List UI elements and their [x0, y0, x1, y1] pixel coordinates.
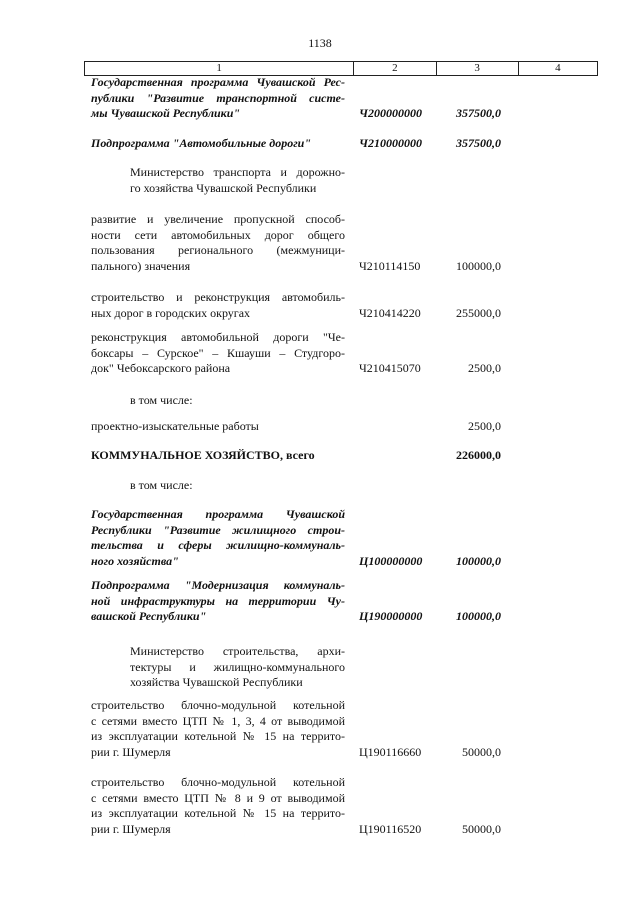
description-line: из эксплуатации котельной № 15 на террито- — [91, 806, 345, 820]
row-code: Ц190116520 — [359, 821, 422, 836]
row-amount: 255000,0 — [456, 305, 501, 320]
row-code: Ц100000000 — [359, 553, 423, 568]
description-line: ной инфраструктуры на территории Чу- — [91, 593, 345, 608]
row-description — [91, 419, 345, 435]
header-col-4: 4 — [518, 62, 597, 76]
row-code: Ц190000000 — [359, 609, 423, 623]
description-line: строительство блочно-модульной котельной — [91, 698, 345, 712]
description-line: из эксплуатации котельной № 15 на террито- — [91, 729, 345, 743]
row-amount: 357500,0 — [456, 106, 501, 120]
row-description — [91, 448, 345, 464]
description-line: КОММУНАЛЬНОЕ ХОЗЯЙСТВО, всего — [91, 448, 315, 462]
description-line: Министерство транспорта и дорожно- — [130, 165, 345, 179]
row-description — [91, 578, 345, 625]
row-description — [130, 644, 345, 691]
description-line: ных дорог в городских округах — [91, 305, 251, 320]
table-header — [84, 61, 598, 76]
description-line: го хозяйства Чувашской Республики — [130, 180, 317, 195]
row-description — [91, 698, 345, 760]
row-amount: 50000,0 — [462, 744, 501, 759]
description-line: ности сети автомобильных дорог общего — [91, 227, 345, 242]
row-code: Ч210414220 — [359, 305, 421, 320]
description-line: мы Чувашской Республики" — [91, 106, 241, 120]
row-description — [130, 478, 345, 494]
description-line: Государственная программа Чувашской — [91, 507, 345, 521]
row-amount: 100000,0 — [456, 609, 501, 623]
description-line: рии г. Шумерля — [91, 821, 171, 836]
description-line: в том числе: — [130, 478, 193, 492]
description-line: док" Чебоксарского района — [91, 361, 231, 375]
page-number: 1138 — [308, 36, 332, 50]
row-description — [91, 136, 345, 152]
description-line: пользования регионального (межмуници- — [91, 243, 345, 257]
row-amount: 2500,0 — [468, 361, 501, 375]
row-code: Ч200000000 — [359, 106, 422, 120]
description-line: хозяйства Чувашской Республики — [130, 675, 303, 689]
row-code: Ч210114150 — [359, 258, 421, 273]
description-line: публики "Развитие транспортной систе- — [91, 90, 345, 105]
description-line: вашской Республики" — [91, 609, 207, 623]
row-description — [91, 775, 345, 837]
row-amount: 2500,0 — [468, 419, 501, 433]
row-description — [91, 212, 345, 274]
description-line: с сетями вместо ЦТП № 8 и 9 от выводимой — [91, 790, 345, 805]
row-amount: 100000,0 — [456, 258, 501, 273]
description-line: боксары – Сурское" – Кшауши – Студгоро- — [91, 345, 345, 360]
description-line: ного хозяйства" — [91, 553, 179, 568]
row-description — [91, 330, 345, 377]
row-code: Ч210415070 — [359, 361, 421, 375]
description-line: Подпрограмма "Автомобильные дороги" — [91, 136, 311, 150]
row-amount: 357500,0 — [456, 136, 501, 150]
description-line: тектуры и жилищно-коммунального — [130, 659, 345, 674]
row-description — [91, 290, 345, 321]
description-line: строительство и реконструкция автомобиль- — [91, 290, 345, 304]
description-line: Государственная программа Чувашской Рес- — [91, 75, 345, 89]
description-line: реконструкция автомобильной дороги "Че- — [91, 330, 345, 344]
description-line: тельства и сферы жилищно-коммуналь- — [91, 538, 345, 552]
row-code: Ц190116660 — [359, 744, 422, 759]
header-col-2: 2 — [354, 62, 436, 76]
row-amount: 50000,0 — [462, 821, 501, 836]
description-line: с сетями вместо ЦТП № 1, 3, 4 от выводимой — [91, 713, 345, 728]
header-col-1: 1 — [85, 62, 354, 76]
description-line: Республики "Развитие жилищного строи- — [91, 522, 345, 537]
description-line: Подпрограмма "Модернизация коммуналь- — [91, 578, 345, 592]
row-description — [130, 165, 345, 196]
description-line: Министерство строительства, архи- — [130, 644, 345, 658]
description-line: пального) значения — [91, 258, 191, 273]
row-description — [91, 75, 345, 122]
row-description — [130, 393, 345, 409]
description-line: строительство блочно-модульной котельной — [91, 775, 345, 789]
description-line: рии г. Шумерля — [91, 744, 171, 759]
row-amount: 100000,0 — [456, 553, 501, 568]
header-col-3: 3 — [436, 62, 518, 76]
row-description — [91, 507, 345, 569]
description-line: развитие и увеличение пропускной способ- — [91, 212, 345, 226]
description-line: проектно-изыскательные работы — [91, 419, 259, 433]
row-code: Ч210000000 — [359, 136, 422, 150]
row-amount: 226000,0 — [456, 448, 501, 462]
description-line: в том числе: — [130, 393, 193, 407]
